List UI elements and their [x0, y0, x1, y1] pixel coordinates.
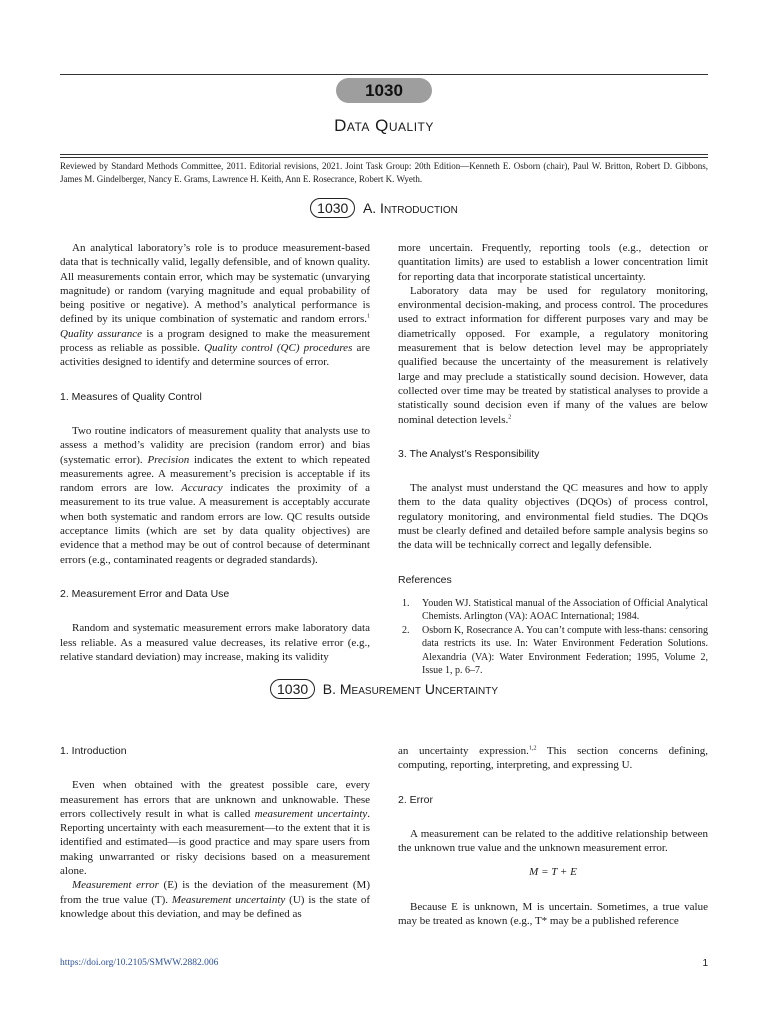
qc-paragraph: Two routine indicators of measurement quality that analysts use to assess a method’s validity are precision (random error) and bias (systematic error). Precision indicates the extent to which repeated measurements agree. A measurement’s precision is acceptable if its random errors are low. Accuracy indicates the proximity of a measurement to its true value. A measurement is acceptably accurate when both systematic and random errors are low. QC results outside acceptance limits (which are set by data quality objectives) are evidence that a method may be out of control because of determinant errors (e.g., contaminated reagents or degraded standards).	[60, 424, 371, 566]
section-a-heading	[0, 198, 768, 218]
section-a-left-column	[60, 241, 370, 664]
section-a-number: 1030	[310, 198, 355, 218]
references-heading: References	[398, 573, 452, 586]
section-a-right-column	[398, 241, 708, 678]
section-b-left-column	[60, 744, 370, 921]
continued-paragraph: more uncertain. Frequently, reporting tools (e.g., detection or quantitation limits) are used to establish a lower concentration limit for reporting data that incorporate statistical uncertainty.	[398, 242, 708, 283]
heading-measurement-error: 2. Measurement Error and Data Use	[60, 587, 230, 600]
section-b-number: 1030	[270, 679, 315, 699]
doi-link[interactable]: https://doi.org/10.2105/SMWW.2882.006	[60, 958, 219, 968]
heading-analyst-responsibility: 3. The Analyst’s Responsibility	[398, 447, 540, 460]
references-list	[398, 597, 708, 678]
reference-item: 2. Osborn K, Rosecrance A. You can’t compute with less-thans: censoring data restricts its use. In: Water Environment Federation Solutions. Alexandria (VA): Water Environment Federation; 1995, Volume 2, Issue 1, p. 6–7.	[402, 624, 708, 677]
section-a-title: A. Introduction	[362, 200, 458, 216]
heading-b-introduction: 1. Introduction	[60, 745, 127, 757]
section-b-title: B. Measurement Uncertainty	[322, 681, 498, 697]
top-rule	[60, 74, 708, 75]
equation: M = T + E	[529, 866, 577, 879]
error-definition-paragraph: Measurement error (E) is the deviation of the measurement (M) from the true value (T). Measurement uncertainty (U) is the state of knowledge about this deviation, and may be defined as	[60, 879, 371, 920]
data-use-paragraph: Laboratory data may be used for regulatory monitoring, environmental decision-making, and process control. The procedures used to extract information for different purposes vary and may be diametrically opposed. For example, a regulatory monitoring measurement that is below detection level may be appropriately qualified because the uncertainty of the measurement is relatively large and may preclude a statistically sound decision. However, data collected over time may be treated by statistical analyses to provide a statistically sound decision even if many of the values are below nominal detection levels.$^2$	[398, 284, 708, 426]
document-title: Data Quality	[334, 116, 434, 135]
intro-paragraph: An analytical laboratory’s role is to produce measurement-based data that is technically valid, legally defensible, and of known quality. All measurements contain error, which may be systematic (unvarying magnitude) or random (varying magnitude and equal probability of being positive or negative). A method’s analytical performance is defined by its unique combination of systematic and random errors.$^1$ Quality assurance is a program designed to make the measurement process as reliable as possible. Quality control (QC) procedures are activities designed to identify and determine sources of error.	[60, 242, 370, 369]
reference-item: 1. Youden WJ. Statistical manual of the Association of Official Analytical Chemists. Arlington (VA): AOAC International; 1984.	[402, 597, 708, 623]
double-rule-bottom	[60, 157, 708, 158]
error-paragraph: Random and systematic measurement errors make laboratory data less reliable. As a measured value decreases, its relative error (e.g., relative standard deviation) may increase, making its validity	[60, 622, 370, 663]
heading-measures-of-qc: 1. Measures of Quality Control	[60, 390, 202, 403]
page-number: 1	[702, 958, 708, 969]
uncertainty-continued-paragraph: an uncertainty expression.$^{1,2}$ This section concerns defining, computing, reporting, interpreting, and expressing U.	[398, 745, 709, 772]
heading-b-error: 2. Error	[398, 793, 434, 806]
double-rule-top	[60, 154, 708, 155]
responsibility-paragraph: The analyst must understand the QC measures and how to apply them to the data quality objectives (DQOs) of process control, regulatory monitoring, and environmental field studies. The DQOs must be clearly defined and detailed before sample analysis begins so the data will be technically correct and legally defensible.	[398, 482, 708, 552]
section-b-heading	[0, 679, 768, 699]
additive-relationship-paragraph: A measurement can be related to the additive relationship between the unknown true value and the unknown measurement error.	[398, 827, 708, 855]
method-number-badge: 1030	[336, 78, 432, 103]
uncertain-measurement-paragraph: Because E is unknown, M is uncertain. Sometimes, a true value may be treated as known (e.g., T* may be a published reference	[398, 900, 708, 928]
section-b-right-column	[398, 744, 708, 928]
review-note: Reviewed by Standard Methods Committee, 2011. Editorial revisions, 2021. Joint Task Group: 20th Edition—Kenneth E. Osborn (chair), Paul W. Britton, Robert D. Gibbons, James M. Gindelberger, Nancy E. Grams, Lawrence H. Keith, Ann E. Rosecrance, Robert K. Wyeth.	[60, 161, 708, 184]
uncertainty-intro-paragraph: Even when obtained with the greatest possible care, every measurement has errors that are unknown and unknowable. These errors collectively result in what is called measurement uncertainty. Reporting uncertainty with each measurement—to the extent that it is identified and estimated—is good practice and may spare users from making unwarranted or risky decisions based on a measurement alone.	[60, 779, 371, 878]
